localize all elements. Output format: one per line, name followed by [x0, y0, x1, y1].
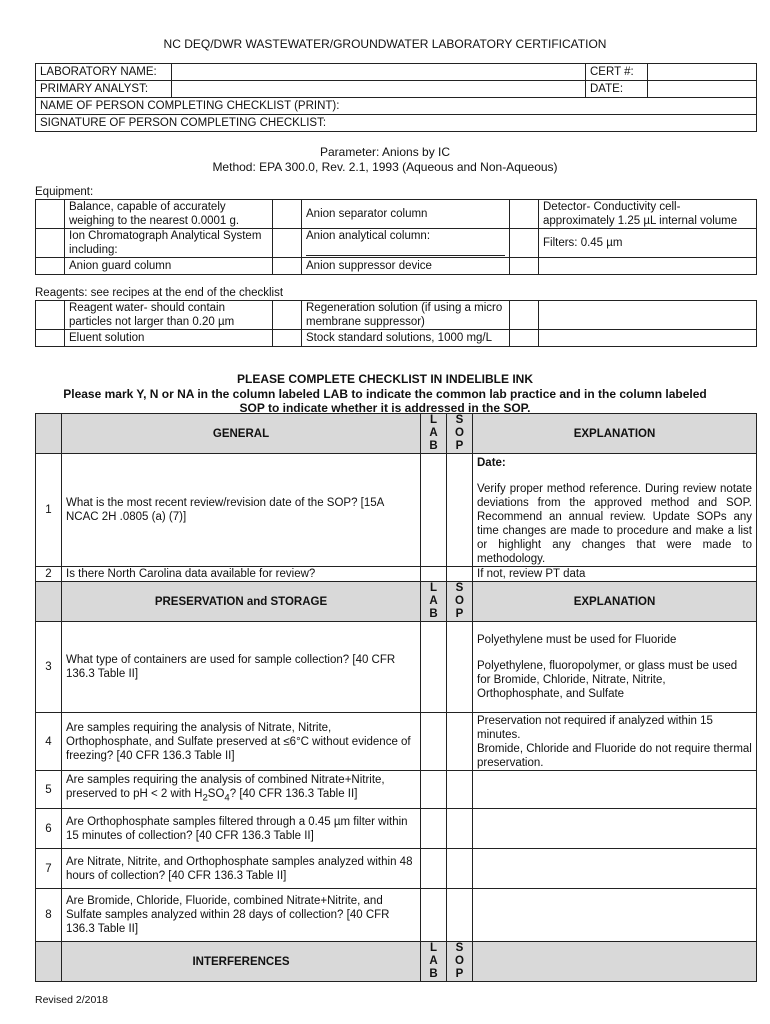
row-explanation: [473, 849, 757, 889]
lab-column-header: [421, 942, 447, 982]
row-number: 4: [36, 713, 62, 771]
table-row: [36, 622, 757, 713]
lab-column-header: [421, 414, 447, 454]
sop-letter: P: [455, 440, 464, 452]
equipment-check[interactable]: [510, 200, 539, 229]
reagent-check[interactable]: [36, 330, 65, 347]
date-field[interactable]: [648, 81, 757, 98]
row-question: Are Nitrate, Nitrite, and Orthophosphate samples analyzed within 48 hours of collection? [40 CFR 136.3 Table II]: [62, 849, 421, 889]
explanation-text: Verify proper method reference. During review notate deviations from the approved method and SOP. Recommend an annual review. Update SOPs any time changes are made to procedure and make a list or highlight any changes that were made to methodology.: [477, 483, 752, 565]
cert-field[interactable]: [648, 64, 757, 81]
equipment-check[interactable]: [36, 258, 65, 275]
table-row: [36, 454, 757, 567]
equipment-check[interactable]: [510, 229, 539, 258]
equipment-check[interactable]: [273, 200, 302, 229]
instructions-text: Please mark Y, N or NA in the column labeled LAB to indicate the common lab practice and in the column labeled SOP to indicate whether it is addressed in the SOP.: [63, 387, 707, 415]
equipment-label: Equipment:: [35, 186, 94, 198]
equipment-check[interactable]: [273, 229, 302, 258]
sop-letter: O: [455, 955, 464, 967]
anion-analytical-column: Anion analytical column:: [306, 230, 431, 242]
laboratory-name-field[interactable]: [172, 64, 586, 81]
equipment-item: Filters: 0.45 µm: [539, 229, 757, 258]
row-question: Is there North Carolina data available for review?: [62, 567, 421, 582]
sop-letter: S: [455, 942, 464, 954]
row-explanation: [473, 622, 757, 713]
lab-answer-cell[interactable]: [421, 809, 447, 849]
lab-answer-cell[interactable]: [421, 567, 447, 582]
parameter-line: Parameter: Anions by IC: [319, 145, 451, 159]
table-row: [36, 567, 757, 582]
row-explanation: [473, 889, 757, 942]
laboratory-name-label: LABORATORY NAME:: [36, 64, 172, 81]
row-number: 1: [36, 454, 62, 567]
equipment-check[interactable]: [273, 258, 302, 275]
table-row: [36, 771, 757, 809]
num-header: [36, 942, 62, 982]
lab-answer-cell[interactable]: [421, 713, 447, 771]
row-explanation: [473, 454, 757, 567]
lab-letter: B: [429, 608, 438, 620]
row-question: Are Bromide, Chloride, Fluoride, combined Nitrate+Nitrite, and Sulfate samples analyzed within 28 days of collection? [40 CFR 136.3 Table II]: [62, 889, 421, 942]
subscript: 4: [224, 792, 230, 804]
equipment-item: Ion Chromatograph Analytical System including:: [65, 229, 273, 258]
lab-answer-cell[interactable]: [421, 454, 447, 567]
header-table: [35, 63, 757, 132]
section-general: GENERAL: [62, 414, 421, 454]
lab-answer-cell[interactable]: [421, 771, 447, 809]
lab-column-header: [421, 582, 447, 622]
row-explanation: [473, 771, 757, 809]
method-line: Method: EPA 300.0, Rev. 2.1, 1993 (Aqueous and Non-Aqueous): [212, 160, 558, 174]
question-text: ? [40 CFR 136.3 Table II]: [229, 788, 358, 801]
sop-letter: O: [455, 595, 464, 607]
lab-letter: L: [429, 414, 438, 426]
instructions-heading: PLEASE COMPLETE CHECKLIST IN INDELIBLE INK: [236, 372, 533, 386]
row-number: 2: [36, 567, 62, 582]
row-question: Are samples requiring the analysis of Nitrate, Nitrite, Orthophosphate, and Sulfate preserved at ≤6°C without evidence of freezing? [40 CFR 136.3 Table II]: [62, 713, 421, 771]
row-number: 6: [36, 809, 62, 849]
question-text: Are samples requiring the analysis of combined Nitrate+Nitrite, preserved to pH < 2 with H: [66, 774, 385, 801]
reagent-item: [539, 330, 757, 347]
lab-letter: L: [429, 942, 438, 954]
row-explanation: [473, 809, 757, 849]
explanation-text: Polyethylene must be used for Fluoride: [477, 634, 677, 646]
num-header: [36, 414, 62, 454]
sop-letter: O: [455, 427, 464, 439]
equipment-item: [302, 229, 510, 258]
footer-revised: Revised 2/2018: [35, 994, 108, 1006]
lab-letter: A: [429, 427, 438, 439]
row-question: Are Orthophosphate samples filtered through a 0.45 µm filter within 15 minutes of collection? [40 CFR 136.3 Table II]: [62, 809, 421, 849]
section-interferences: INTERFERENCES: [62, 942, 421, 982]
equipment-table: [35, 199, 757, 275]
reagent-item: Eluent solution: [65, 330, 273, 347]
sop-answer-cell[interactable]: [447, 889, 473, 942]
subscript: 2: [202, 792, 208, 804]
equipment-check[interactable]: [36, 200, 65, 229]
reagent-check[interactable]: [273, 330, 302, 347]
sop-answer-cell[interactable]: [447, 771, 473, 809]
row-question: [62, 771, 421, 809]
lab-answer-cell[interactable]: [421, 889, 447, 942]
table-row: [36, 849, 757, 889]
primary-analyst-label: PRIMARY ANALYST:: [36, 81, 172, 98]
equipment-item: Anion suppressor device: [302, 258, 510, 275]
explanation-text: Preservation not required if analyzed within 15 minutes.: [477, 715, 713, 741]
sop-letter: S: [455, 414, 464, 426]
name-person-row[interactable]: [36, 98, 757, 115]
row-question: What type of containers are used for sample collection? [40 CFR 136.3 Table II]: [62, 622, 421, 713]
sop-column-header: [447, 582, 473, 622]
sop-answer-cell[interactable]: [447, 622, 473, 713]
reagents-table: [35, 300, 757, 347]
section-preservation: PRESERVATION and STORAGE: [62, 582, 421, 622]
equipment-check[interactable]: [510, 258, 539, 275]
lab-letter: L: [429, 582, 438, 594]
equipment-item: Anion guard column: [65, 258, 273, 275]
question-text: SO: [207, 788, 225, 801]
signature-label: SIGNATURE OF PERSON COMPLETING CHECKLIST:: [40, 117, 327, 129]
date-field-label[interactable]: Date:: [477, 457, 506, 469]
table-row: [36, 889, 757, 942]
lab-answer-cell[interactable]: [421, 849, 447, 889]
sop-answer-cell[interactable]: [447, 567, 473, 582]
lab-letter: A: [429, 955, 438, 967]
reagent-check[interactable]: [36, 301, 65, 330]
explanation-header: EXPLANATION: [473, 582, 757, 622]
reagent-item: [539, 301, 757, 330]
equipment-item: Anion separator column: [302, 200, 510, 229]
sop-answer-cell[interactable]: [447, 809, 473, 849]
row-number: 3: [36, 622, 62, 713]
reagents-label: Reagents: see recipes at the end of the checklist: [35, 287, 284, 299]
reagent-item: Reagent water- should contain particles not larger than 0.20 µm: [65, 301, 273, 330]
explanation-text: Bromide, Chloride and Fluoride do not require thermal preservation.: [477, 743, 752, 769]
reagent-check[interactable]: [273, 301, 302, 330]
row-explanation: If not, review PT data: [473, 567, 757, 582]
reagent-check[interactable]: [510, 301, 539, 330]
equipment-item: Balance, capable of accurately weighing to the nearest 0.0001 g.: [65, 200, 273, 229]
sop-column-header: [447, 942, 473, 982]
sop-answer-cell[interactable]: [447, 849, 473, 889]
reagent-item: Stock standard solutions, 1000 mg/L: [302, 330, 510, 347]
table-row: [36, 713, 757, 771]
equipment-item: Detector- Conductivity cell- approximately 1.25 µL internal volume: [539, 200, 757, 229]
equipment-item: [539, 258, 757, 275]
reagent-item: Regeneration solution (if using a micro membrane suppressor): [302, 301, 510, 330]
date-label: DATE:: [586, 81, 648, 98]
sop-column-header: [447, 414, 473, 454]
document-title: NC DEQ/DWR WASTEWATER/GROUNDWATER LABORATORY CERTIFICATION: [163, 37, 607, 51]
lab-letter: A: [429, 595, 438, 607]
sop-letter: P: [455, 608, 464, 620]
row-number: 7: [36, 849, 62, 889]
explanation-text: Polyethylene, fluoropolymer, or glass must be used for Bromide, Chloride, Nitrate, Nitrite, Orthophosphate, and Sulfate: [477, 660, 738, 700]
equipment-check[interactable]: [36, 229, 65, 258]
lab-letter: B: [429, 968, 438, 980]
row-number: 5: [36, 771, 62, 809]
sop-answer-cell[interactable]: [447, 454, 473, 567]
cert-label: CERT #:: [586, 64, 648, 81]
table-row: [36, 809, 757, 849]
sop-letter: S: [455, 582, 464, 594]
sop-answer-cell[interactable]: [447, 713, 473, 771]
signature-row[interactable]: [36, 115, 757, 132]
sop-letter: P: [455, 968, 464, 980]
row-question: What is the most recent review/revision date of the SOP? [15A NCAC 2H .0805 (a) (7)]: [62, 454, 421, 567]
row-number: 8: [36, 889, 62, 942]
name-person-label: NAME OF PERSON COMPLETING CHECKLIST (PRINT):: [40, 100, 340, 112]
num-header: [36, 582, 62, 622]
lab-answer-cell[interactable]: [421, 622, 447, 713]
row-explanation: [473, 713, 757, 771]
analytical-column-entry[interactable]: [306, 243, 505, 256]
explanation-header: EXPLANATION: [473, 414, 757, 454]
checklist-table: [35, 413, 757, 982]
primary-analyst-field[interactable]: [172, 81, 586, 98]
explanation-header: [473, 942, 757, 982]
reagent-check[interactable]: [510, 330, 539, 347]
lab-letter: B: [429, 440, 438, 452]
